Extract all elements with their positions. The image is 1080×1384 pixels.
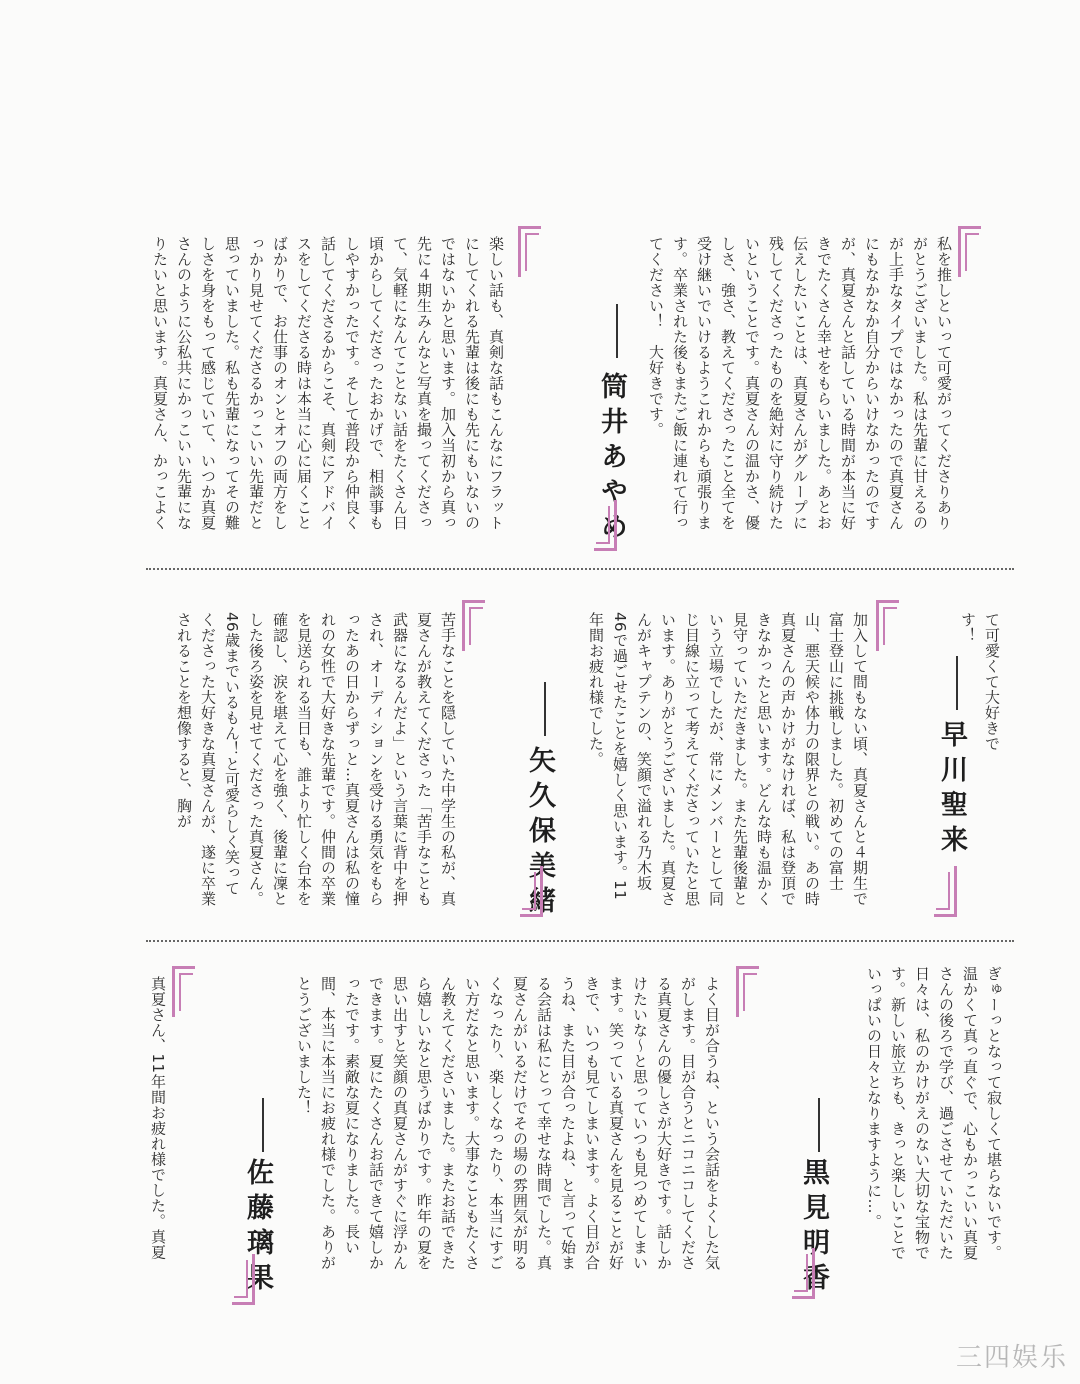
message-tsutsui-ayame-part1: 私を推しといって可愛がってくださりありがとうございました。私は先輩に甘えるのが上手なタイプではなかったので真夏さんにもなかなか自分からいけなかったのですが、真夏さんと話している時間が本当に好きでたくさん幸せをもらいました。あとお伝えしたいことは、真夏さんがグループに残してくださったものを絶対に守り続けたいということです。真夏さんの温かさ、優しさ、強さ、教えてくださったこと全てを受け継いでいけるようこれからも頑張ります。卒業された後もまたご飯に連れて行ってください！ 大好きです。 <box>647 236 953 531</box>
author-name-tsutsui-ayame: 筒井あやめ <box>596 372 627 547</box>
name-dash <box>262 1098 264 1152</box>
message-kuromi-haruka: よく目が合うね、という会話をよくした気がします。目が合うとニコニコしてくださる真夏さんの優しさが大好きです。話しかけたいな〜と思っていつも見つめてしまいます。笑っている真夏さんを見ることが好きで、いつも見てしまいます。よく目が合うね、また目が合ったよね、と言って始まる会話は私にとって幸せな時間でした。真夏さんがいるだけでその場の雰囲気が明るくなったり、楽しくなったり、本当にすごい方だなと思います。大事なこともたくさん教えてくださいました。またお話できたら嬉しいなと思うばかりです。昨年の夏を思い出すと笑顔の真夏さんがすぐに浮かんできます。夏にたくさんお話できて嬉しかったです。素敵な夏になりました。長い間、本当に本当にお疲れ様でした。ありがとうございました！ <box>295 976 721 1271</box>
quote-bracket-top <box>172 966 195 1017</box>
message-sato-rika: 真夏さん、11年間お疲れ様でした。真夏 <box>149 976 167 1260</box>
name-dash <box>544 682 546 736</box>
quote-bracket-bottom <box>792 1248 815 1299</box>
quote-bracket-bottom <box>594 500 617 551</box>
quote-bracket-top <box>958 226 981 277</box>
author-name-kuromi-haruka: 黒見明香 <box>798 1158 829 1298</box>
quote-bracket-top <box>876 600 899 651</box>
quote-bracket-bottom <box>232 1254 255 1305</box>
quote-bracket-top <box>462 600 485 651</box>
quote-bracket-top <box>518 226 541 277</box>
quote-bracket-top <box>736 966 759 1017</box>
author-name-sato-rika: 佐藤璃果 <box>242 1158 273 1298</box>
name-dash <box>616 304 618 358</box>
section-divider <box>146 568 1014 570</box>
name-dash <box>818 1098 820 1152</box>
watermark: 三四娱乐 <box>955 1343 1068 1373</box>
quote-bracket-bottom <box>520 866 543 917</box>
message-kuromi-continued-prefix: て可愛くて大好きです！ <box>959 612 1001 752</box>
message-yakubo-mio: 苦手なことを隠していた中学生の私が、真夏さんが教えてくださった「苦手なことも武器になるんだよ」という言葉に背中を押され、オーディションを受ける勇気をもらったあの日からずっと…真夏さんは私の憧れの女性で大好きな先輩です。仲間の卒業を見送られる当日も、誰より忙しく台本を確認し、涙を堪えて心を強く、後輩に凜とした後ろ姿を見せてくださった真夏さん。46歳までいるもん！と可愛らしく笑ってくださった大好きな真夏さんが、遂に卒業されることを想像すると、胸が <box>175 612 457 907</box>
message-hayakawa-seira: 加入して間もない頃、真夏さんと４期生で富士登山に挑戦しました。初めての富士山、悪天候や体力の限界との戦い。あの時真夏さんの声かけがなければ、私は登頂できなかったと思います。どんな時も温かく見守っていただきました。また先輩後輩という立場でしたが、常にメンバーとして同じ目線に立って考えてくださっていたと思います。ありがとうございました。真夏さんがキャプテンの、笑顔で溢れる乃木坂46で過ごせたことを嬉しく思います。11年間お疲れ様でした。 <box>587 612 869 907</box>
name-dash <box>956 656 958 710</box>
message-yakubo-continued-prefix: ぎゅーっとなって寂しくて堪らないです。温かくて真っ直ぐで、心もかっこいい真夏さんの後ろで学び、過ごさせていただいた日々は、私のかけがえのない大切な宝物です。新しい旅立ちも、きっと楽しいことでいっぱいの日々となりますように…。 <box>865 966 1003 1261</box>
author-name-hayakawa-seira: 早川聖来 <box>936 720 967 860</box>
author-name-yakubo-mio: 矢久保美緒 <box>524 746 555 921</box>
message-tsutsui-ayame-part2: 楽しい話も、真剣な話もこんなにフラットにしてくれる先輩は後にも先にもいないのではないかと思います。加入当初から真っ先に４期生みんなと写真を撮ってくださって、気軽になんてことない話をたくさん日頃からしてくださったおかげで、相談事もしやすかったです。そして普段から仲良く話してくださるからこそ、真剣にアドバイスをしてくださる時は本当に心に届くことばかりで、お仕事のオンとオフの両方をしっかり見せてくださるかっこいい先輩だと思っていました。私も先輩になってその難しさを身をもって感じていて、いつか真夏さんのように公私共にかっこいい先輩になりたいと思います。真夏さん、かっこよく <box>151 236 505 531</box>
quote-bracket-bottom <box>934 866 957 917</box>
section-divider <box>146 940 1014 942</box>
